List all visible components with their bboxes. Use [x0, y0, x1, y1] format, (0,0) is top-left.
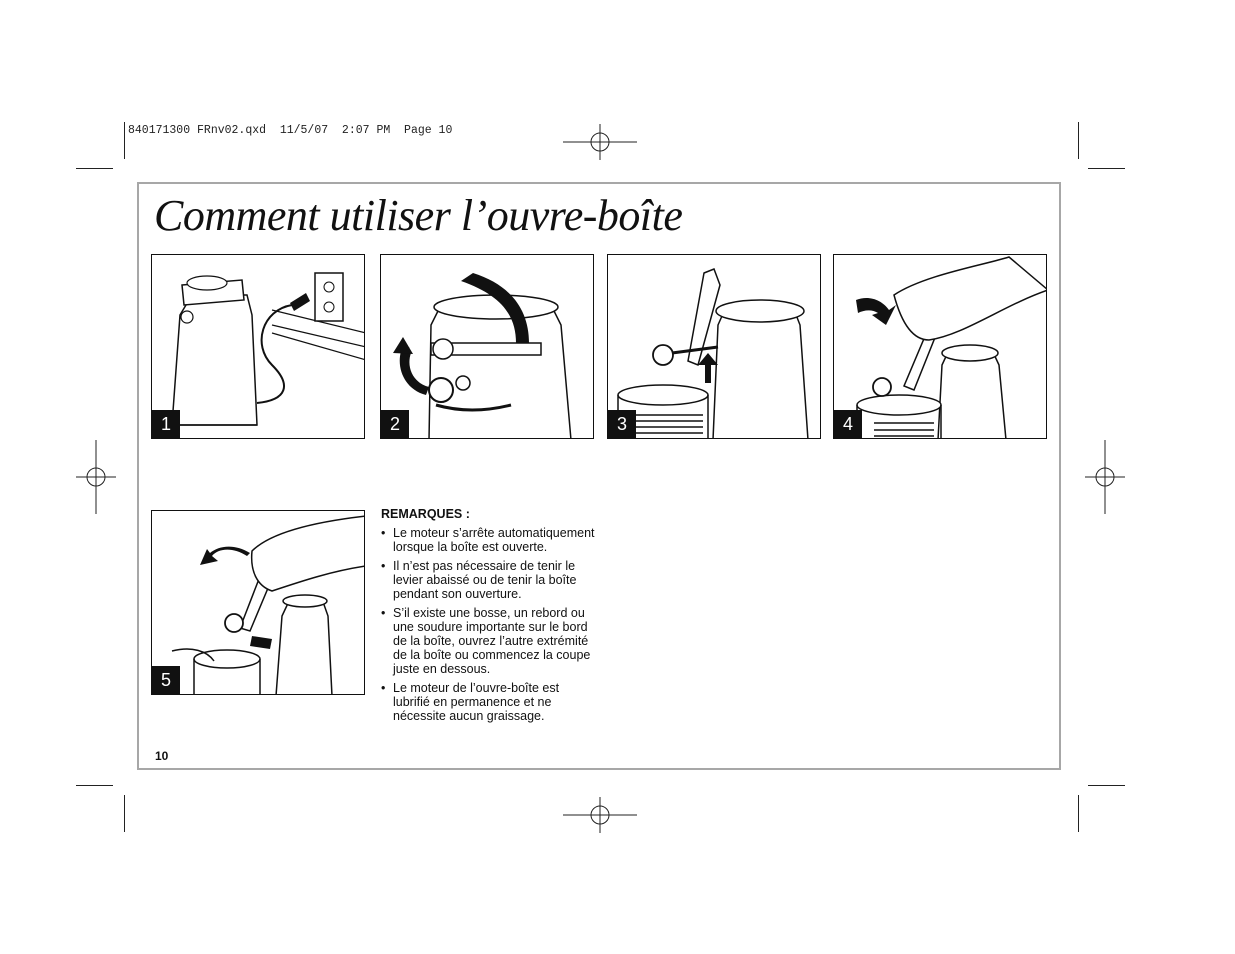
crop-mark — [76, 168, 113, 169]
crop-mark — [1088, 785, 1125, 786]
step-5-illustration — [151, 510, 365, 695]
note-item: • S’il existe une bosse, un rebord ou une soudure importante sur le bord de la boîte, ouvrez l’autre extrémité de la boîte ou commencez la coupe juste en dessous. — [381, 606, 596, 676]
position-can-drawing — [608, 255, 821, 439]
step-number-badge: 5 — [152, 666, 180, 694]
print-slug: 840171300 FRnv02.qxd 11/5/07 2:07 PM Page 10 — [128, 124, 453, 137]
crop-mark — [1088, 168, 1125, 169]
step-number-badge: 3 — [608, 410, 636, 438]
crop-mark — [1078, 122, 1079, 159]
step-number-badge: 2 — [381, 410, 409, 438]
note-item: • Le moteur s’arrête automatiquement lorsque la boîte est ouverte. — [381, 526, 596, 554]
note-item: • Le moteur de l’ouvre-boîte est lubrifié en permanence et ne nécessite aucun graissage. — [381, 681, 596, 723]
notes-section — [381, 507, 596, 728]
step-1-illustration — [151, 254, 365, 439]
crop-mark — [76, 785, 113, 786]
step-2-illustration — [380, 254, 594, 439]
step-4-illustration — [833, 254, 1047, 439]
step-3-illustration — [607, 254, 821, 439]
registration-mark-icon — [563, 122, 637, 162]
page-number: 10 — [155, 749, 169, 763]
plug-in-opener-drawing — [152, 255, 365, 439]
raise-lever-drawing — [381, 255, 594, 439]
step-number-badge: 1 — [152, 410, 180, 438]
press-lever-drawing — [834, 255, 1047, 439]
registration-mark-icon — [563, 795, 637, 835]
registration-mark-icon — [76, 440, 116, 514]
release-can-drawing — [152, 511, 365, 695]
registration-mark-icon — [1085, 440, 1125, 514]
step-number-badge: 4 — [834, 410, 862, 438]
notes-list — [381, 526, 596, 723]
crop-mark — [1078, 795, 1079, 832]
notes-heading: REMARQUES : — [381, 507, 470, 521]
crop-mark — [124, 122, 125, 159]
note-item: • Il n’est pas nécessaire de tenir le levier abaissé ou de tenir la boîte pendant son ouverture. — [381, 559, 596, 601]
page-title: Comment utiliser l’ouvre-boîte — [154, 191, 683, 240]
crop-mark — [124, 795, 125, 832]
